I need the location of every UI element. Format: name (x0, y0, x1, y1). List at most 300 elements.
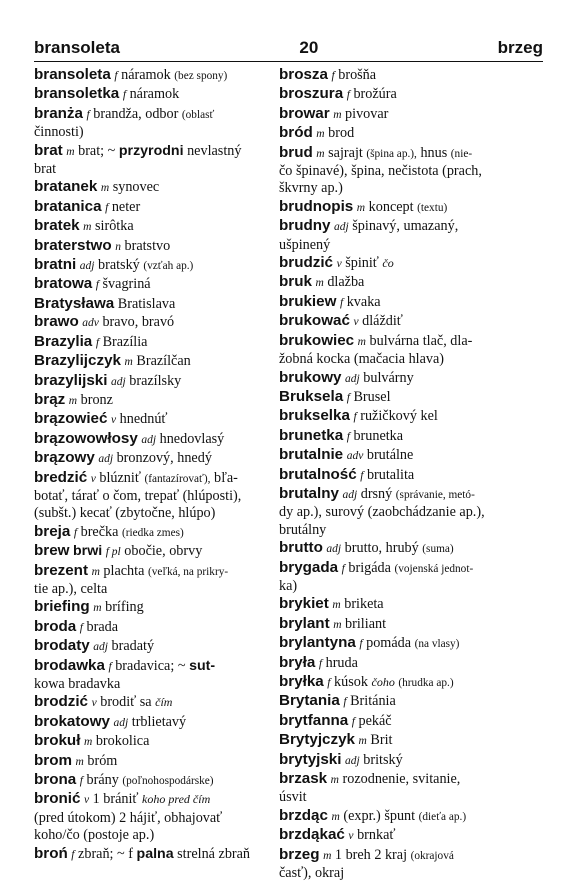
part-of-speech: f (114, 70, 118, 82)
dictionary-entry (34, 430, 270, 449)
translation: bradavica; ~ (115, 657, 186, 674)
part-of-speech: f (95, 279, 99, 292)
translation: bronzový, hnedý (116, 450, 212, 467)
translation: bulvárna tlač, dla- (369, 332, 473, 349)
dictionary-entry (279, 312, 541, 331)
translation: neter (111, 198, 141, 215)
translation: sajrajt (328, 144, 363, 161)
part-of-speech: adj (345, 372, 360, 385)
part-of-speech: adj (98, 453, 114, 466)
headword: brukselka (279, 407, 350, 425)
part-of-speech: f (353, 411, 357, 424)
gloss-note: (vzťah ap.) (143, 260, 194, 273)
translation: náramok (121, 67, 171, 83)
gloss-note: (hrudka ap.) (398, 677, 454, 689)
dictionary-entry (279, 446, 541, 465)
translation: Brusel (353, 388, 391, 405)
dictionary-entry (279, 332, 541, 369)
part-of-speech: f (351, 715, 355, 728)
part-of-speech: v (83, 794, 90, 807)
translation: brífing (105, 599, 144, 616)
headword: brokatowy (34, 712, 110, 730)
part-of-speech: m (100, 182, 110, 195)
translation: brutálne (366, 447, 414, 464)
translation: hnednúť (119, 411, 168, 428)
dictionary-entry (34, 449, 270, 468)
usage-note: čoho (371, 675, 395, 689)
headword: bród (279, 124, 313, 142)
headword: brzeg (279, 845, 320, 863)
translation: drsný (360, 485, 393, 502)
headword: brąz (34, 390, 66, 408)
dictionary-entry (279, 485, 541, 539)
translation: brodiť sa (100, 694, 152, 711)
headword: brykiet (279, 595, 329, 613)
part-of-speech: f (95, 336, 100, 349)
part-of-speech: m (323, 849, 332, 862)
headword: broń (34, 844, 68, 862)
dictionary-entry (34, 771, 270, 790)
translation: Británia (350, 693, 396, 710)
headword: brodawka (34, 656, 105, 674)
part-of-speech: m (83, 736, 93, 749)
dictionary-entry (34, 333, 270, 352)
translation: pomáda (366, 635, 412, 652)
part-of-speech: v (90, 472, 96, 485)
dictionary-entry (34, 198, 270, 217)
gloss-note: (okrajová (410, 849, 454, 862)
part-of-speech: m (316, 147, 325, 160)
usage-note: čím (155, 695, 173, 710)
part-of-speech: n (115, 240, 121, 253)
dictionary-entry (34, 295, 270, 313)
part-of-speech: v (110, 414, 117, 427)
part-of-speech: f (79, 775, 83, 788)
dictionary-entry (34, 391, 270, 410)
translation: (expr.) špunt (343, 807, 416, 824)
translation: zbraň; ~ f (78, 845, 133, 862)
headword: bredzić (34, 468, 88, 486)
headword: brutto (279, 539, 323, 557)
translation: rozodnenie, svitanie, (342, 771, 461, 788)
headword: branża (34, 104, 83, 122)
translation: brat; ~ (78, 142, 116, 159)
translation: synovec (112, 179, 160, 196)
dictionary-entry (279, 826, 541, 845)
part-of-speech: adv (346, 450, 364, 463)
headword: brutalność (279, 465, 357, 483)
headword: brutalny (279, 484, 339, 502)
gloss-note: (riedka zmes) (121, 526, 184, 539)
headword: bratowa (34, 275, 93, 293)
part-of-speech: m (331, 810, 340, 823)
part-of-speech: m (330, 774, 339, 787)
dictionary-entry (34, 542, 270, 561)
dictionary-entry (34, 598, 270, 617)
header-rule (34, 61, 543, 62)
part-of-speech: f (346, 89, 350, 102)
continuation-line: brat (34, 161, 57, 178)
translation: brány (86, 772, 119, 789)
part-of-speech: m (316, 128, 325, 141)
phrase: brwi (73, 543, 103, 560)
headword: broszura (279, 85, 344, 103)
phrase: palna (136, 845, 174, 862)
dictionary-entry (279, 692, 541, 711)
part-of-speech: f (331, 70, 335, 82)
headword: brawo (34, 313, 79, 331)
translation: 1 brániť (92, 791, 139, 808)
part-of-speech: m (315, 277, 324, 290)
part-of-speech: m (91, 565, 100, 578)
headword: bransoleta (34, 66, 111, 83)
dictionary-entry (279, 105, 541, 124)
headword: brezent (34, 561, 89, 579)
headword: breja (34, 522, 71, 540)
dictionary-entry (279, 217, 541, 254)
headword: Brytyjczyk (279, 731, 355, 749)
headword: brązowieć (34, 410, 108, 428)
translation: hnus (420, 144, 448, 161)
dictionary-entry (34, 275, 270, 294)
page-header (34, 34, 543, 58)
headword: brzdąc (279, 806, 328, 824)
continuation-line: ka) (279, 577, 298, 594)
dictionary-entry (34, 562, 270, 599)
dictionary-entry (34, 66, 270, 85)
gloss-note: (špina ap.), (366, 147, 417, 160)
translation: bróm (87, 752, 118, 769)
headword: brytyjski (279, 750, 342, 768)
dictionary-entry (34, 693, 270, 712)
dictionary-entry (34, 657, 270, 694)
translation: brutto, hrubý (344, 540, 419, 557)
part-of-speech: m (66, 145, 75, 158)
headword: brazylijski (34, 371, 108, 389)
continuation-line: činnosti) (34, 124, 84, 141)
translation: brod (328, 125, 355, 142)
dictionary-entry (34, 845, 270, 864)
part-of-speech: f (346, 391, 350, 404)
continuation-line: dy ap.), surový (zaobchádzanie ap.), (279, 504, 485, 521)
translation: bulvárny (363, 369, 414, 386)
translation: dlažba (327, 274, 365, 291)
gloss-note: (fantazírovať), (144, 472, 211, 485)
headword: Bratysława (34, 294, 115, 312)
page-number: 20 (299, 38, 319, 57)
headword: braterstwo (34, 236, 112, 254)
gloss-note: (na vlasy) (414, 638, 460, 651)
headword: brukiew (279, 292, 337, 310)
dictionary-entry (279, 595, 541, 614)
dictionary-entry (34, 469, 270, 523)
headword: bratanica (34, 197, 102, 215)
headword: brodzić (34, 693, 89, 711)
headword: brosza (279, 66, 328, 83)
translation: briketa (344, 596, 384, 613)
headword: bronić (34, 790, 81, 808)
translation: strelná zbraň (177, 845, 251, 862)
headword: Brazylijczyk (34, 352, 121, 370)
part-of-speech: f (86, 108, 90, 121)
headword: briefing (34, 598, 90, 616)
phrase: przyrodni (118, 142, 184, 159)
part-of-speech: v (91, 697, 97, 710)
part-of-speech: f (346, 430, 350, 443)
continuation-line: (pred útokom) 2 hájiť, obhajovať (34, 809, 223, 826)
dictionary-entry (34, 410, 270, 429)
part-of-speech: f (73, 526, 78, 539)
translation: brazílsky (129, 372, 182, 389)
headword: brylantyna (279, 634, 356, 652)
dictionary-entry (279, 388, 541, 407)
dictionary-entry (34, 256, 270, 275)
translation: brunetka (353, 427, 404, 444)
part-of-speech: m (358, 735, 367, 748)
dictionary-entry (279, 66, 541, 85)
gloss-note: (bez spony) (174, 70, 228, 82)
dictionary-entry (279, 615, 541, 634)
part-of-speech: v (353, 316, 359, 329)
headword: bratek (34, 217, 80, 235)
dictionary-entry (34, 713, 270, 732)
dictionary-entry (279, 539, 541, 558)
headword: brat (34, 141, 63, 159)
part-of-speech: m (332, 599, 341, 612)
translation: Bratislava (117, 295, 176, 312)
part-of-speech: m (356, 201, 366, 214)
headword: Brytania (279, 692, 340, 710)
gloss-note: (vojenská jednot- (394, 562, 474, 575)
translation: blúzniť (99, 469, 141, 486)
dictionary-entry (279, 770, 541, 807)
dictionary-entry (279, 634, 541, 653)
headword: brodaty (34, 637, 90, 655)
part-of-speech: m (83, 221, 92, 234)
continuation-line: kowa bradavka (34, 676, 121, 692)
right-column (279, 66, 541, 882)
part-of-speech: adv (82, 317, 99, 330)
translation: trblietavý (131, 713, 187, 730)
translation: brandža, odbor (93, 105, 179, 122)
headword: brukować (279, 312, 350, 330)
dictionary-entry (279, 466, 541, 485)
headword: brzask (279, 770, 328, 788)
translation: bronz (80, 391, 113, 408)
translation: koncept (368, 198, 414, 215)
translation: dláždiť (362, 313, 403, 330)
translation: Brit (370, 732, 393, 749)
dictionary-entry (279, 807, 541, 826)
continuation-line: úsvit (279, 789, 307, 806)
continuation-line: tie ap.), celta (34, 580, 108, 597)
dictionary-entry (34, 85, 270, 104)
part-of-speech: adj (111, 375, 126, 388)
translation: náramok (129, 86, 180, 103)
gloss-note: (dieťa ap.) (418, 810, 467, 823)
continuation-line: ušpinený (279, 236, 331, 253)
header-left-word: bransoleta (34, 38, 120, 57)
translation: britský (363, 751, 403, 768)
translation: ružičkový kel (360, 408, 438, 425)
translation: brokolica (95, 733, 150, 750)
part-of-speech: adj (79, 260, 95, 273)
part-of-speech: adj (334, 221, 349, 234)
dictionary-entry (279, 731, 541, 750)
continuation-line: botať, tárať o čom, trepať (hlúposti), (34, 487, 242, 504)
translation: bravo, bravó (102, 314, 175, 331)
headword: brona (34, 771, 77, 789)
headword: bratni (34, 256, 77, 274)
dictionary-entry (34, 237, 270, 256)
part-of-speech: adj (93, 641, 108, 654)
translation: švagriná (102, 276, 151, 293)
part-of-speech: adj (345, 754, 360, 767)
dictionary-entry (279, 427, 541, 446)
part-of-speech: f (327, 677, 331, 689)
translation: briliant (345, 615, 387, 632)
headword: brudny (279, 217, 331, 235)
translation: sirôtka (95, 218, 134, 235)
translation: kvaka (346, 293, 381, 310)
part-of-speech: m (124, 356, 133, 369)
phrase: sut- (189, 657, 216, 674)
translation: hnedovlasý (159, 430, 225, 447)
headword: brązowy (34, 449, 95, 467)
dictionary-entry (279, 254, 541, 273)
dictionary-entry (279, 198, 541, 217)
headword: browar (279, 104, 330, 122)
continuation-line: brutálny (279, 521, 327, 538)
dictionary-entry (34, 523, 270, 542)
part-of-speech: f (105, 201, 109, 214)
translation: bratský (98, 257, 140, 274)
part-of-speech: adj (113, 716, 129, 729)
translation: brnkať (357, 827, 396, 844)
translation: špiniť (345, 255, 379, 272)
gloss-note: (oblasť (181, 108, 215, 121)
part-of-speech: f (318, 657, 323, 670)
headword: bryła (279, 653, 316, 671)
headword: brukowy (279, 368, 342, 386)
continuation-line: časť), okraj (279, 865, 345, 882)
dictionary-entry (279, 407, 541, 426)
translation: bradatý (111, 638, 155, 655)
dictionary-entry (34, 752, 270, 771)
left-column (34, 66, 270, 864)
translation: brošňa (338, 67, 377, 83)
part-of-speech: f (71, 848, 75, 861)
dictionary-entry (279, 559, 541, 596)
headword: Brazylia (34, 332, 93, 350)
headword: bryłka (279, 673, 324, 690)
gloss-note: (poľnohospodárske) (122, 775, 214, 788)
part-of-speech: f (339, 296, 344, 309)
headword: brygada (279, 558, 339, 576)
translation: 1 breh 2 kraj (334, 846, 408, 863)
translation: hruda (325, 654, 358, 671)
dictionary-entry (34, 618, 270, 637)
translation: nevlastný (187, 142, 242, 159)
dictionary-entry (34, 352, 270, 371)
dictionary-entry (279, 293, 541, 312)
part-of-speech: f (341, 562, 345, 575)
dictionary-entry (34, 372, 270, 391)
translation: plachta (103, 562, 145, 579)
part-of-speech: adj (342, 488, 358, 501)
headword: brudnopis (279, 197, 354, 215)
headword: brązowowłosy (34, 429, 138, 447)
part-of-speech: m (68, 394, 78, 407)
gloss-note: (textu) (417, 201, 448, 214)
gloss-note: (správanie, metó- (395, 488, 475, 501)
headword: bratanek (34, 178, 98, 196)
dictionary-entry (279, 273, 541, 292)
dictionary-entry (34, 732, 270, 751)
dictionary-entry (34, 105, 270, 142)
part-of-speech: m (75, 755, 84, 768)
dictionary-entry (34, 217, 270, 236)
translation: Brazília (102, 333, 148, 350)
dictionary-entry (279, 369, 541, 388)
dictionary-entry (34, 178, 270, 197)
part-of-speech: f (343, 696, 347, 709)
translation: brutalita (366, 466, 415, 483)
part-of-speech: f (108, 660, 112, 673)
part-of-speech: f (360, 469, 364, 482)
headword: brylant (279, 614, 330, 632)
part-of-speech: f pl (105, 546, 121, 559)
translation: bratstvo (124, 237, 171, 254)
dictionary-entry (279, 85, 541, 104)
dictionary-entry (34, 313, 270, 332)
translation: brada (86, 618, 119, 635)
headword: brutalnie (279, 446, 344, 464)
usage-note: čo (382, 256, 394, 271)
continuation-line: škvrny ap.) (279, 180, 343, 197)
usage-note: koho pred čím (142, 792, 211, 807)
part-of-speech: m (333, 618, 342, 631)
dictionary-entry (34, 142, 270, 179)
continuation-line: čo špinavé), špina, nečistota (prach, (279, 163, 482, 180)
dictionary-entry (279, 751, 541, 770)
part-of-speech: f (359, 638, 363, 651)
dictionary-entry (34, 637, 270, 656)
part-of-speech: v (348, 830, 354, 843)
headword: brom (34, 751, 72, 769)
translation: bľa- (213, 469, 238, 486)
gloss-note: (nie- (450, 147, 473, 160)
part-of-speech: f (79, 621, 83, 634)
part-of-speech: m (333, 108, 342, 121)
part-of-speech: m (357, 335, 366, 348)
gloss-note: (veľká, na prikry- (147, 565, 229, 578)
dictionary-entry (34, 790, 270, 844)
gloss-note: (suma) (422, 543, 454, 556)
part-of-speech: adj (141, 433, 157, 446)
part-of-speech: m (93, 602, 102, 615)
translation: Brazílčan (136, 353, 191, 370)
headword: brew (34, 542, 70, 560)
continuation-line: (subšt.) kecať (zbytočne, hlúpo) (34, 505, 216, 522)
headword: brunetka (279, 426, 344, 444)
translation: brečka (80, 523, 119, 540)
continuation-line: žobná kocka (mačacia hlava) (279, 351, 445, 368)
continuation-line: koho/čo (postoje ap.) (34, 827, 155, 844)
headword: brukowiec (279, 331, 355, 349)
headword: brud (279, 143, 313, 161)
dictionary-entry (279, 673, 541, 692)
